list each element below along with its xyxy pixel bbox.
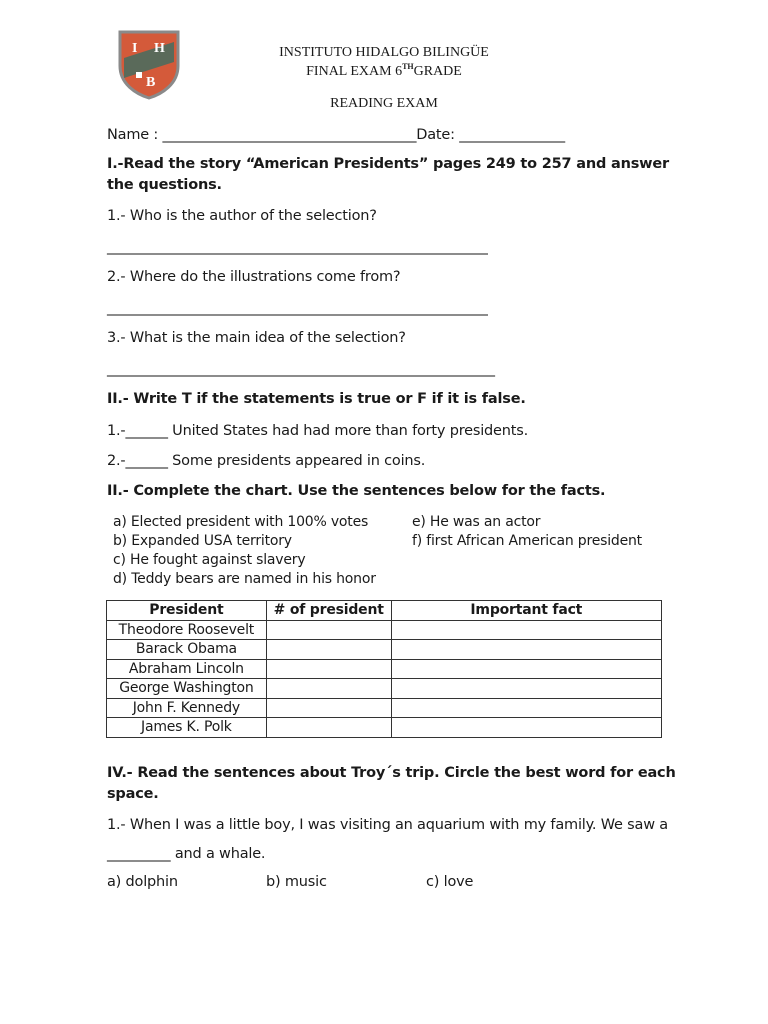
fact-cell[interactable] bbox=[391, 620, 661, 640]
answer-choice-a[interactable]: a) dolphin bbox=[107, 874, 178, 890]
number-cell[interactable] bbox=[266, 659, 391, 679]
header-president: President bbox=[107, 601, 267, 621]
header-fact: Important fact bbox=[391, 601, 661, 621]
presidents-chart bbox=[106, 600, 662, 738]
president-name: Abraham Lincoln bbox=[107, 659, 267, 679]
number-cell[interactable] bbox=[266, 679, 391, 699]
fact-cell[interactable] bbox=[391, 718, 661, 738]
question-1: 1.- Who is the author of the selection? bbox=[107, 208, 377, 224]
section4-question-line1: 1.- When I was a little boy, I was visiting an aquarium with my family. We saw a bbox=[107, 817, 668, 833]
option-f: f) first African American president bbox=[412, 533, 642, 549]
president-name: Theodore Roosevelt bbox=[107, 620, 267, 640]
answer-line-2[interactable]: ______________________________________________________ bbox=[107, 300, 488, 316]
answer-choice-c[interactable]: c) love bbox=[426, 874, 474, 890]
president-name: John F. Kennedy bbox=[107, 698, 267, 718]
table-row bbox=[107, 620, 662, 640]
section3-title: II.- Complete the chart. Use the sentences below for the facts. bbox=[107, 483, 606, 499]
answer-line-1[interactable]: ______________________________________________________ bbox=[107, 239, 488, 255]
number-cell[interactable] bbox=[266, 620, 391, 640]
exam-subject: READING EXAM bbox=[330, 96, 438, 111]
president-name: James K. Polk bbox=[107, 718, 267, 738]
school-name: INSTITUTO HIDALGO BILINGÜE bbox=[279, 45, 489, 60]
section4-question-line2[interactable]: _________ and a whale. bbox=[107, 846, 266, 862]
table-row bbox=[107, 718, 662, 738]
logo-letter-i: I bbox=[132, 41, 138, 56]
option-a: a) Elected president with 100% votes bbox=[113, 514, 369, 530]
number-cell[interactable] bbox=[266, 698, 391, 718]
option-c: c) He fought against slavery bbox=[113, 552, 306, 568]
number-cell[interactable] bbox=[266, 718, 391, 738]
table-row bbox=[107, 679, 662, 699]
section4-title-line2: space. bbox=[107, 786, 159, 802]
name-date-line[interactable]: Name : ____________________________________Date: _______________ bbox=[107, 127, 565, 143]
question-2: 2.- Where do the illustrations come from? bbox=[107, 269, 401, 285]
president-name: George Washington bbox=[107, 679, 267, 699]
section2-title: II.- Write T if the statements is true or F if it is false. bbox=[107, 391, 526, 407]
tf-item-2[interactable]: 2.-______ Some presidents appeared in coins. bbox=[107, 453, 426, 469]
section4-title-line1: IV.- Read the sentences about Troy´s trip. Circle the best word for each bbox=[107, 765, 676, 781]
number-cell[interactable] bbox=[266, 640, 391, 660]
fact-cell[interactable] bbox=[391, 679, 661, 699]
answer-line-3[interactable]: _______________________________________________________ bbox=[107, 361, 495, 377]
fact-cell[interactable] bbox=[391, 640, 661, 660]
table-row bbox=[107, 698, 662, 718]
table-row bbox=[107, 659, 662, 679]
fact-cell[interactable] bbox=[391, 659, 661, 679]
exam-title: FINAL EXAM 6THGRADE bbox=[306, 62, 462, 79]
question-3: 3.- What is the main idea of the selection? bbox=[107, 330, 406, 346]
logo-letter-h: H bbox=[154, 41, 165, 56]
fact-cell[interactable] bbox=[391, 698, 661, 718]
tf-item-1[interactable]: 1.-______ United States had had more than forty presidents. bbox=[107, 423, 529, 439]
section1-title-line2: the questions. bbox=[107, 177, 222, 193]
option-d: d) Teddy bears are named in his honor bbox=[113, 571, 376, 587]
section1-title-line1: I.-Read the story “American Presidents” pages 249 to 257 and answer bbox=[107, 156, 669, 172]
option-b: b) Expanded USA territory bbox=[113, 533, 292, 549]
header-number: # of president bbox=[266, 601, 391, 621]
grade-superscript: TH bbox=[402, 62, 414, 71]
chart-header-row bbox=[107, 601, 662, 621]
logo-letter-b: B bbox=[146, 75, 156, 90]
answer-choice-b[interactable]: b) music bbox=[266, 874, 327, 890]
table-row bbox=[107, 640, 662, 660]
option-e: e) He was an actor bbox=[412, 514, 541, 530]
president-name: Barack Obama bbox=[107, 640, 267, 660]
